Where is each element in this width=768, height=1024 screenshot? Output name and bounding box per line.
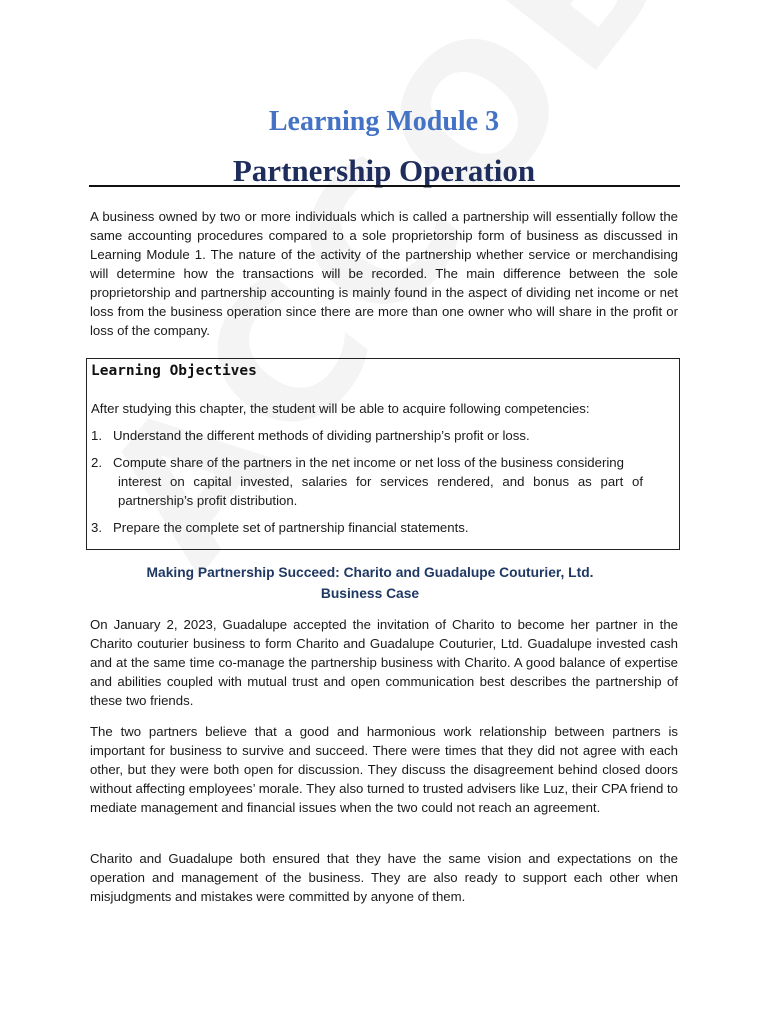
case-paragraph: The two partners believe that a good and harmonious work relationship between partners is important for business to survive and succeed. There were times that they did not agree with each other, but they were both open for discussion. They discuss the disagreement behind closed doors without affecting employees’ morale. They also turned to trusted advisers like Luz, their CPA friend to mediate management and financial issues when the two could not reach an agreement. — [90, 724, 678, 815]
intro-paragraph: A business owned by two or more individuals which is called a partnership will essentially follow the same accounting procedures compared to a sole proprietorship form of business as discussed in Learning Module 1. The nature of the activity of the partnership whether service or merchandising will determine how the transactions will be recorded. The main difference between the sole proprietorship and partnership accounting is mainly found in the aspect of dividing net income or net loss from the business operation since there are more than one owner who will share in the profit or loss of the company. — [90, 209, 678, 338]
objective-number: 1. — [91, 428, 102, 443]
case-title: Making Partnership Succeed: Charito and Guadalupe Couturier, Ltd. — [146, 565, 594, 580]
title-underline — [89, 185, 680, 187]
objective-number: 3. — [91, 520, 102, 535]
objective-text-continued: interest on capital invested, salaries for services rendered, and bonus as part of partnership’s profit distribution. — [118, 474, 643, 508]
objective-item — [91, 426, 643, 445]
objectives-heading: Learning Objectives — [91, 363, 257, 379]
objective-text: Prepare the complete set of partnership financial statements. — [113, 520, 469, 535]
page-title: Partnership Operation — [232, 153, 536, 188]
module-label: Learning Module 3 — [268, 106, 500, 137]
case-subtitle: Business Case — [320, 586, 420, 601]
objective-item — [91, 518, 643, 537]
objectives-intro: After studying this chapter, the student will be able to acquire following competencies: — [91, 401, 590, 416]
case-paragraph: On January 2, 2023, Guadalupe accepted the invitation of Charito to become her partner in the Charito couturier business to form Charito and Guadalupe Couturier, Ltd. Guadalupe invested cash and at the same time co-manage the partnership business with Charito. A good balance of expertise and abilities coupled with mutual trust and open communication best describes the partnership of these two friends. — [90, 617, 678, 708]
objective-text: Compute share of the partners in the net income or net loss of the business considering — [113, 455, 624, 470]
objective-text: Understand the different methods of dividing partnership’s profit or loss. — [113, 428, 530, 443]
case-paragraph: Charito and Guadalupe both ensured that they have the same vision and expectations on the operation and management of the business. They are also ready to support each other when misjudgments and mistakes were committed by anyone of them. — [90, 851, 678, 904]
learning-objectives-box — [86, 358, 680, 550]
objective-item — [91, 453, 643, 510]
objective-number: 2. — [91, 455, 102, 470]
